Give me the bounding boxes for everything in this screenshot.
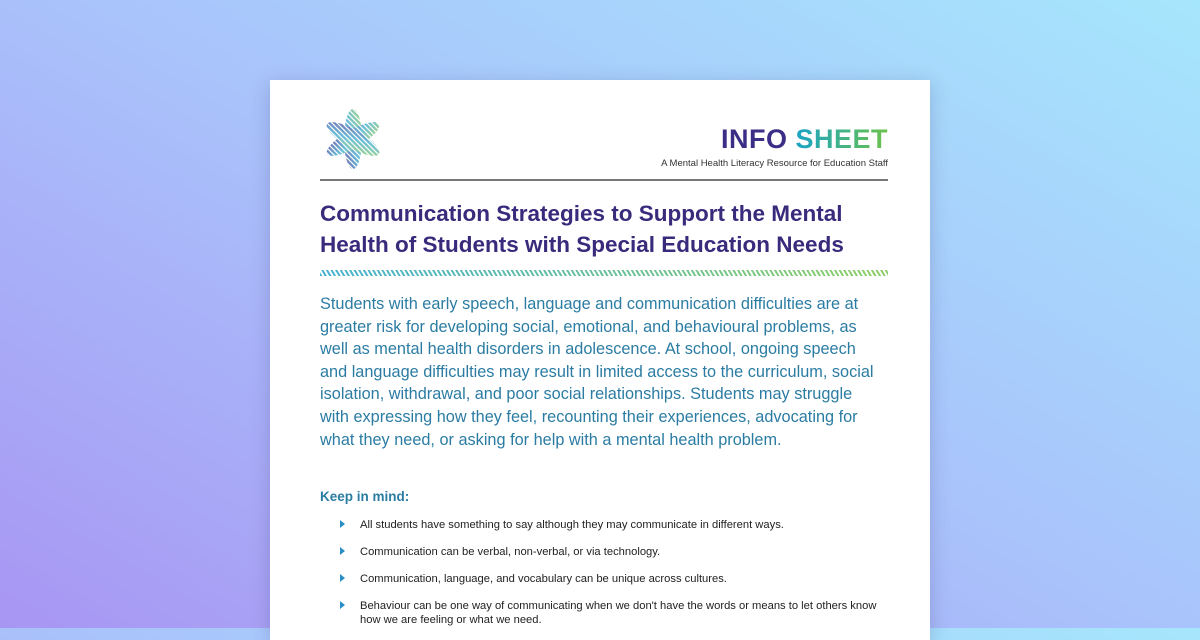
bullet-arrow-icon <box>340 601 345 609</box>
intro-paragraph: Students with early speech, language and communication difficulties are at greater risk for developing social, emotional, and behavioural problems, as well as mental health disorders in adolescence. At school, ongoing speech and language difficulties may result in limited access to the curriculum, social isolation, withdrawal, and poor social relationships. Students may struggle with expressing how they feel, recounting their experiences, advocating for what they need, or asking for help with a mental health problem. <box>320 295 874 449</box>
logo-icon <box>320 106 386 172</box>
bullet-arrow-icon <box>340 520 345 528</box>
document-title: Communication Strategies to Support the Mental Health of Students with Special Education Needs <box>320 201 844 257</box>
info-sheet-document <box>270 80 930 640</box>
tagline: A Mental Health Literacy Resource for Education Staff <box>661 158 888 169</box>
brand-info: INFO <box>720 124 788 154</box>
striped-divider <box>320 270 888 276</box>
list-item-text: All students have something to say although they may communicate in different ways. <box>360 519 784 531</box>
list-item <box>340 599 900 627</box>
list-item <box>340 518 900 532</box>
info-sheet-brand <box>721 124 888 155</box>
bullet-arrow-icon <box>340 547 345 555</box>
list-item <box>340 545 900 559</box>
bullet-arrow-icon <box>340 574 345 582</box>
list-item-text: Behaviour can be one way of communicating when we don't have the words or means to let others know how we are feeling or what we need. <box>360 600 877 626</box>
list-item-text: Communication can be verbal, non-verbal, or via technology. <box>360 546 661 558</box>
list-item <box>340 572 900 586</box>
keep-in-mind-heading: Keep in mind: <box>320 489 410 504</box>
header-divider <box>320 179 888 181</box>
brand-sheet: SHEET <box>795 124 888 154</box>
list-item-text: Communication, language, and vocabulary can be unique across cultures. <box>360 573 727 585</box>
keep-in-mind-list <box>340 518 900 640</box>
